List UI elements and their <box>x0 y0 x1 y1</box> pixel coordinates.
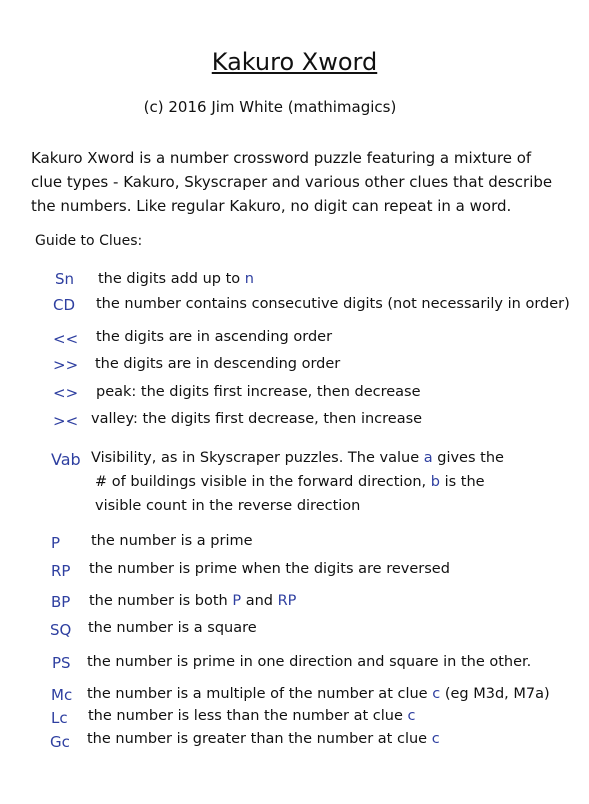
clue-code-cd: CD <box>53 296 76 314</box>
clue-desc-text: the number is both <box>89 593 228 609</box>
clue-desc-less-than <box>88 708 416 724</box>
clue-desc-prime-square: the number is prime in one direction and square in the other. <box>87 654 532 670</box>
clue-desc-both-prime <box>89 593 296 609</box>
clue-desc-prime: the number is a prime <box>91 533 253 549</box>
clue-desc-visibility-line1 <box>91 450 504 466</box>
clue-desc-reverse-prime: the number is prime when the digits are reversed <box>89 561 450 577</box>
copyright-credit: (c) 2016 Jim White (mathimagics) <box>143 98 397 116</box>
clue-code-prime-square: PS <box>52 654 71 672</box>
intro-paragraph <box>31 146 571 218</box>
clue-variable: c <box>407 708 416 724</box>
clue-desc-text: is the <box>444 474 485 490</box>
clue-reference-p: P <box>232 593 242 609</box>
page-title: Kakuro Xword <box>211 48 378 76</box>
clue-desc-square: the number is a square <box>88 620 257 636</box>
clue-code-prime: P <box>51 534 61 552</box>
clue-variable: c <box>432 686 441 702</box>
clue-desc-visibility-line2 <box>95 474 485 490</box>
clue-desc-ascending: the digits are in ascending order <box>96 329 333 345</box>
clue-desc-text: the number is greater than the number at clue <box>87 731 428 747</box>
clue-variable: c <box>431 731 440 747</box>
clue-desc-text: Visibility, as in Skyscraper puzzles. The value <box>91 450 420 466</box>
clue-variable-a: a <box>423 450 433 466</box>
clue-desc-descending: the digits are in descending order <box>95 356 341 372</box>
clue-code-descending: >> <box>53 356 79 374</box>
clue-desc-multiple <box>87 686 550 702</box>
clue-code-visibility: Vab <box>51 450 81 469</box>
clue-desc-cd: the number contains consecutive digits (not necessarily in order) <box>96 296 570 312</box>
intro-line: the numbers. Like regular Kakuro, no digit can repeat in a word. <box>31 197 512 215</box>
clue-desc-text: the number is less than the number at clue <box>88 708 403 724</box>
intro-line: Kakuro Xword is a number crossword puzzle featuring a mixture of <box>31 149 532 167</box>
clue-desc-text: the number is a multiple of the number at clue <box>87 686 428 702</box>
clue-code-less-than: Lc <box>51 709 68 727</box>
clue-desc-text: the digits add up to <box>98 271 241 287</box>
clue-desc-text: (eg M3d, M7a) <box>444 686 550 702</box>
clue-desc-sn <box>98 271 254 287</box>
clue-desc-visibility-line3: visible count in the reverse direction <box>95 498 361 514</box>
clue-desc-text: and <box>245 593 273 609</box>
intro-line: clue types - Kakuro, Skyscraper and various other clues that describe <box>31 173 553 191</box>
clue-code-sn: Sn <box>55 270 75 288</box>
clue-code-peak: <> <box>53 384 79 402</box>
clue-code-reverse-prime: RP <box>51 562 71 580</box>
clue-code-both-prime: BP <box>51 593 71 611</box>
clue-desc-valley: valley: the digits first decrease, then increase <box>91 411 423 427</box>
clue-code-greater-than: Gc <box>50 733 70 751</box>
clue-desc-peak: peak: the digits first increase, then decrease <box>96 384 421 400</box>
clue-code-square: SQ <box>50 621 72 639</box>
clue-code-ascending: << <box>53 330 79 348</box>
clue-desc-text: # of buildings visible in the forward direction, <box>95 474 427 490</box>
clue-reference-rp: RP <box>277 593 297 609</box>
clue-code-valley: >< <box>53 412 79 430</box>
guide-heading: Guide to Clues: <box>35 233 143 249</box>
clue-variable: n <box>244 271 254 287</box>
clue-variable-b: b <box>430 474 440 490</box>
clue-desc-text: gives the <box>437 450 504 466</box>
clue-desc-greater-than <box>87 731 440 747</box>
clue-code-multiple: Mc <box>51 686 73 704</box>
